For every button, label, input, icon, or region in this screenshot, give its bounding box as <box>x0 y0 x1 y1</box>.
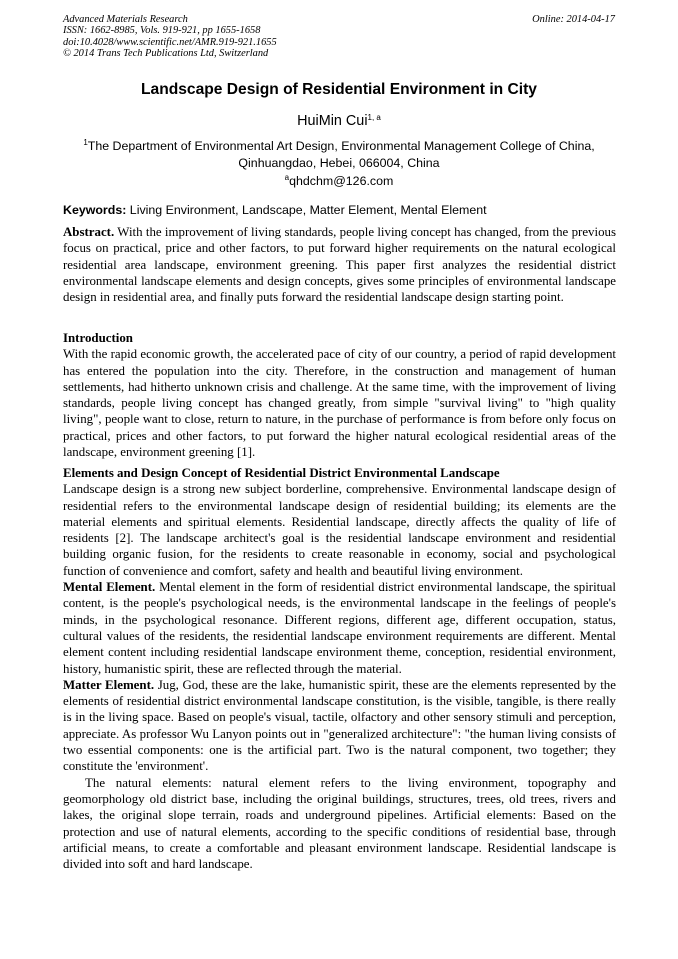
journal-header <box>63 14 615 60</box>
elements-text: Landscape design is a strong new subject borderline, comprehensive. Environmental landscape design of residential refers to the environmental landscape design of residential building; its elements are the material elements and spiritual elements. Residential landscape, directly affects the quality of life of residents [2]. The landscape architect's goal is the residential landscape environment and residential building organic fusion, for the residents to create reasonable in economy, social and psychological function of convenience and comfort, safety and health and beautiful living environment. <box>63 482 616 578</box>
email-address: qhdchm@126.com <box>289 174 394 188</box>
author-line <box>40 113 638 129</box>
author-name: HuiMin Cui <box>297 113 368 129</box>
introduction-heading: Introduction <box>63 331 133 345</box>
author-email <box>63 174 615 188</box>
mental-element-label: Mental Element. <box>63 580 156 595</box>
copyright-line: © 2014 Trans Tech Publications Ltd, Switzerland <box>63 48 269 60</box>
abstract-text: With the improvement of living standards, people living concept has changed, from the previous focus on practical, price and other factors, to put forward higher requirements on the natural ecological residential area landscape, environment greening. This paper first analyzes the residential district environmental landscape elements and design concepts, gives some principles of environmental landscape design in residential area, and finally puts forward the residential landscape design starting point. <box>63 225 616 305</box>
affiliation-line-2: Qinhuangdao, Hebei, 066004, China <box>238 156 440 170</box>
affiliation-line-1: $^1$The Department of Environmental Art Design, Environmental Management College of China, <box>83 138 595 153</box>
introduction-section <box>63 330 616 460</box>
keywords-text: Living Environment, Landscape, Matter Element, Mental Element <box>126 203 487 217</box>
abstract <box>63 224 616 305</box>
matter-element-text: Jug, God, these are the lake, humanistic spirit, these are the elements represented by the elements of residential district environmental landscape constitution, is the visible, tangible, is there really is in the living space. Based on people's visual, tactile, olfactory and other sensory stimuli and perception, appreciate. As professor Wu Lanyon points out in "generalized architecture": "the human living consists of two essential components: one is the artificial part. Two is the natural component, two together; they constitute the 'environment'. <box>63 677 616 774</box>
matter-element-paragraph <box>63 677 616 775</box>
natural-elements-paragraph: The natural elements: natural element refers to the living environment, topography and geomorphology old district base, including the original buildings, structures, trees, old trees, rivers and lakes, the original slope terrain, roads and underground pipelines. Artificial elements: Based on the protection and use of natural elements, according to the specific conditions of residential base, through artificial means, to create a comfortable and pleasant environment landscape. Residential landscape is divided into soft and hard landscape. <box>63 775 616 872</box>
journal-name: Advanced Materials Research <box>63 14 188 25</box>
online-date: Online: 2014-04-17 <box>532 14 615 25</box>
affiliation-superscript: 1 <box>83 138 88 147</box>
mental-element-paragraph <box>63 579 616 677</box>
author-superscript: 1, a <box>367 113 381 122</box>
issn-line: ISSN: 1662-8985, Vols. 919-921, pp 1655-1658 <box>63 25 261 37</box>
elements-section <box>63 465 616 872</box>
affiliation <box>63 138 615 172</box>
keywords-label: Keywords: <box>63 203 127 217</box>
introduction-text: With the rapid economic growth, the accelerated pace of city of our country, a period of rapid development has entered the population into the city. Therefore, in the construction and management of human settlements, had hitherto unknown crisis and challenge. At the same time, with the improvement of living standards, people living concept has changed greatly, from simple "survival living" to "high quality living", people want to close, return to nature, in the purchase of performance is from before only focus on practical, prices and other factors, to put forward the higher natural ecological residential areas of the landscape, environment greening [1]. <box>63 347 616 460</box>
abstract-label: Abstract. <box>63 225 115 239</box>
matter-element-label: Matter Element. <box>63 677 155 692</box>
elements-heading: Elements and Design Concept of Residential District Environmental Landscape <box>63 466 500 480</box>
keywords <box>63 203 615 217</box>
paper-title: Landscape Design of Residential Environment in City <box>141 81 537 98</box>
email-superscript: a <box>284 173 290 182</box>
doi-line: doi:10.4028/www.scientific.net/AMR.919-921.1655 <box>63 36 277 48</box>
mental-element-text: Mental element in the form of residential district environmental landscape, the spiritual content, is the people's psychological needs, is the environmental landscape in the feelings of people's minds, in the psychological resonance. Different regions, different age, different occupation, status, cultural values of the residents, the residential landscape environment requirements are different. Mental element content including residential landscape environment theme, conception, residential environment, history, humanistic spirit, these are reflected through the material. <box>63 580 616 676</box>
